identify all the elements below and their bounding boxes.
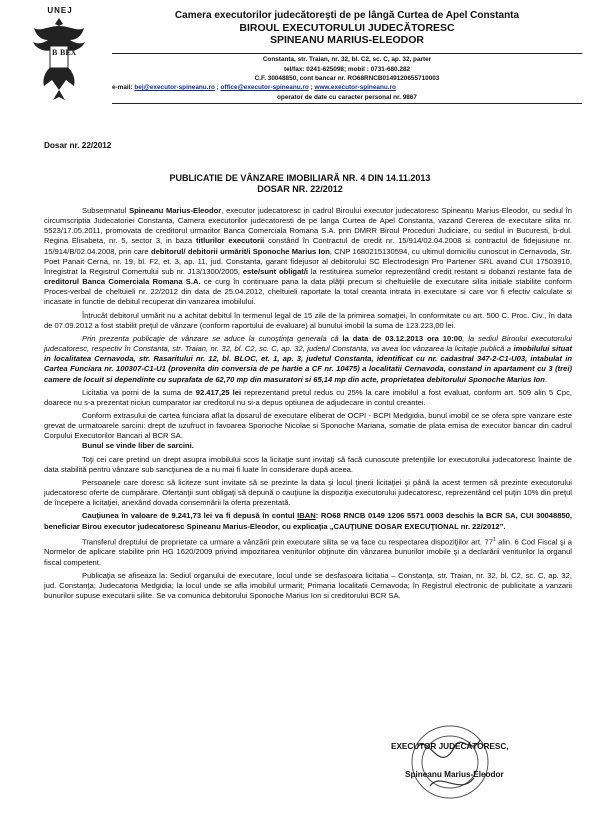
email-link-bej[interactable]: bej@executor-spineanu.ro — [134, 84, 215, 91]
paragraph-encumbrances: Conform extrasului de cartea funciara aflat la dosarul de executare eliberat de OCPI - BCPI Medgidia, bunul imobil ce se ofera spre vanzare este grevat de urmatoarele sarcini: drept de uzufruct in favoarea Sponoche Nicolae si Sponoche Mariana, somatie de plata emisa de executor bancar din cadrul Corpului Executorilor Bancari al BCR SA. — [44, 410, 572, 441]
paragraph-posting: Publicaţia se afiseaza la: Sediul organului de executare, locul unde se desfasoara licitatia – Constanţa, str. Traian, nr. 32, bl. C2, sc. C, ap. 32, jud. Constanţa; Judecatoria Medgidia; la locul unde se afla imobilul urmarit; Primaria localitatii Cernavoda; în Registrul electronic de publicitate a vanzarii bunurilor supuse executarii silite. Se va comunica debitorului Sponoche Marius Ion si creditorului BCR SA. — [44, 570, 572, 600]
office-fiscal-bank: C.F. 30048850, cont bancar nr. RO68RNCB0149120655710003 — [254, 75, 440, 82]
unej-crest-logo — [28, 6, 90, 106]
case-number: Dosar nr. 22/2012 — [44, 141, 112, 150]
paragraph-price: Întrucât debitorul urmărit nu a achitat debitul în termenul legal de 15 zile de la primirea somaţiei, în conformitate cu art. 500 C. Proc. Civ., în data de 07.09.2012 a fost stabilit preţul de vânzare (conform raportului de evaluare) al bunului imobil la suma de 123.223,00 lei. — [44, 310, 572, 330]
document-body — [44, 206, 572, 601]
signature-title: EXECUTOR JUDECĂTORESC, — [391, 742, 509, 751]
svg-text:B: B — [52, 48, 58, 57]
chamber-name: Camera executorilor judecătoreşti de pe lângă Curtea de Apel Constanta — [174, 10, 520, 21]
eagle-emblem-icon — [28, 6, 90, 106]
letterhead — [112, 10, 582, 46]
paragraph-bidders: Persoanele care doresc să liciteze sunt invitate să se prezinte la data şi locul ţinerii licitaţiei şi până la acest termen să prezinte executorului judecatoresc oferte de cumpărare. Ofertanţii sunt obligaţi să depună o cauţiune la dispoziţia executorului judecatoresc, reprezentând cel puţin 10% din preţul de începere a licitaţiei, anexând dovada consemnării la oferta prezentată. — [44, 477, 572, 508]
data-operator-number: operator de date cu caracter personal nr. 9867 — [277, 94, 417, 101]
paragraph-starting-price: Licitatia va porni de la suma de 92.417,25 lei reprezentand pretul redus cu 25% la care imobilul a fost evaluat, conform art. 509 alin 5 Cpc, doarece nu s-a prezentat niciun cumparator iar creditorul nu si-a depus optiunea de adjudecare in contul creantei. — [44, 387, 572, 407]
website-link[interactable]: www.executor-spineanu.ro — [314, 84, 396, 91]
official-stamp-icon — [400, 716, 510, 808]
publication-subtitle: DOSAR NR. 22/2012 — [257, 184, 343, 194]
office-name: BIROUL EXECUTORULUI JUDECĂTORESC — [239, 22, 455, 34]
crest-label: UNEJ — [47, 6, 73, 15]
email-link-office[interactable]: office@executor-spineanu.ro — [220, 84, 309, 91]
header-divider-top — [112, 53, 582, 54]
office-email-line: e-mail: bej@executor-spineanu.ro ; office@executor-spineanu.ro ; www.executor-spineanu.ro — [112, 84, 396, 91]
header-divider-bottom — [112, 103, 582, 104]
office-address: Constanta, str. Traian, nr. 32, bl. C2, sc. C, ap. 32, parter — [262, 56, 432, 63]
email-label: e-mail: — [112, 84, 133, 91]
paragraph-transfer: Transferul dreptului de proprietate ca urmare a vânzării prin executare silita se va face cu respectarea dispoziţiilor art. $77^1$ alin. 6 Cod Fiscal şi a Normelor de aplicare stabilite prin HG 1620/2009 privind impozitarea veniturilor obţinute din vânzarea bunurilor imobile şi a declarării veniturilor la organul fiscal competent. — [44, 536, 573, 567]
paragraph-free-of-charges: Bunul se vinde liber de sarcini. — [82, 441, 194, 451]
signature-name: Spineanu Marius-Eleodor — [405, 770, 504, 779]
office-phone: tel/fax: 0241-625098; mobil : 0731-680.282 — [283, 66, 411, 73]
paragraph-intro: Subsemnatul Spineanu Marius-Eleodor, executor judecatoresc in cadrul Biroului executor judecatoresc Spineanu Marius-Eleodor, cu sediul în circumscriptia Judecatoriei Constanta, Camera executorilor judecatoresti de pe langa Curtea de Apel Constanta, vazand Cererea de executare silita nr. 5523/17.05.2011, promovata de creditorul urmaritor Banca Comerciala Romana S.A. prin DMRR Biroul Proceduri Judiciare, cu sediul in Bucuresti, b-dul. Regina Elisabeta, nr. 5, sector 3, in baza titlurilor executorii constând în Contractul de credit nr. 15/914/02.04.2008 si contractul de fidejusiune nr. 15/914/B/02.04.2008, prin care debitorul/ debitorii urmărit/i Sponoche Marius Ion, CNP 1680215130594, cu ultimul domiciliu cunoscut in Cernavoda, Str. Poet Panait Cerna, nr. 19, bl. F2, et. 3, ap. 11, jud. Constanta, garant fidejusor al debitorului SC Electrodesign Pro Partener SRL avand CUI 17503910, înregistrat la Registrul Comertului sub nr. J13/1300/2005, este/sunt obligat/i la restituirea sumelor reprezentând credit restant si dobanzi restante fata de creditorul Banca Comerciala Romana S.A. ce curg în continuare pana la data plăţii precum si cheltuielile de executare silita initiale stabilite conform Proces-verbal de cheltuieli nr. 22/2012 din data de 25.04.2012, cheltuieli raportate la total creanta intrata in executare si care vor fi efectiv calculate si incasate in functie de debitul recuperat din vanzarea imobilului. — [44, 206, 573, 307]
publication-title: PUBLICATIE DE VÂNZARE IMOBILIARĂ NR. 4 DIN 14.11.2013 — [169, 173, 431, 183]
paragraph-claims: Toţi cei care pretind un drept asupra imobilului scos la licitaţie sunt invitaţi să facă cunoscute pretenţiile lor executorului judecatoresc înainte de data stabilită pentru vânzare sub sancţiunea de a nu mai fi luate în considerare după aceea. — [44, 454, 572, 474]
paragraph-deposit: Cauţiunea în valoare de 9.241,73 lei va fi depusă în contul IBAN: RO68 RNCB 0149 1206 5571 0003 deschis la BCR SA, CUI 30048850, beneficiar Birou executor judecatoresc Spineanu Marius-Eleodor, cu explicaţia „CAUŢIUNE DOSAR EXECUŢIONAL nr. 22/2012”. — [44, 511, 572, 531]
paragraph-auction: Prin prezenta publicaţie de vânzare se aduce la cunoştinţa generala că la data de 03.12.2013 ora 10:00, la sediul Biroului executorului judecatoresc, respectiv în Constanta, str. Traian, nr. 32, bl. C2, sc. C, ap. 32, judetul Constanta, va avea loc vânzarea la licitaţie publică a imobilului situat in localitatea Cernavoda, str. Rasaritului nr. 12, bl. BLOC, et. 1, ap. 3, judetul Constanta, identificat cu nr. cadastral 347-2-C1-U03, intabulat in Cartea Funciara nr. 100307-C1-U1 (provenita din conversia de pe hartie a CF nr. 10475) a localitatii Cernavoda, constand in apartament cu 3 (trei) camere de locuit si dependinte cu suprafata de 62,70 mp din masuratori si 65,14 mp din acte, proprietatea debitorului Sponoche Marius Ion. — [44, 333, 573, 384]
executor-name: SPINEANU MARIUS-ELEODOR — [269, 34, 424, 46]
crest-letters: BEX — [60, 48, 77, 57]
